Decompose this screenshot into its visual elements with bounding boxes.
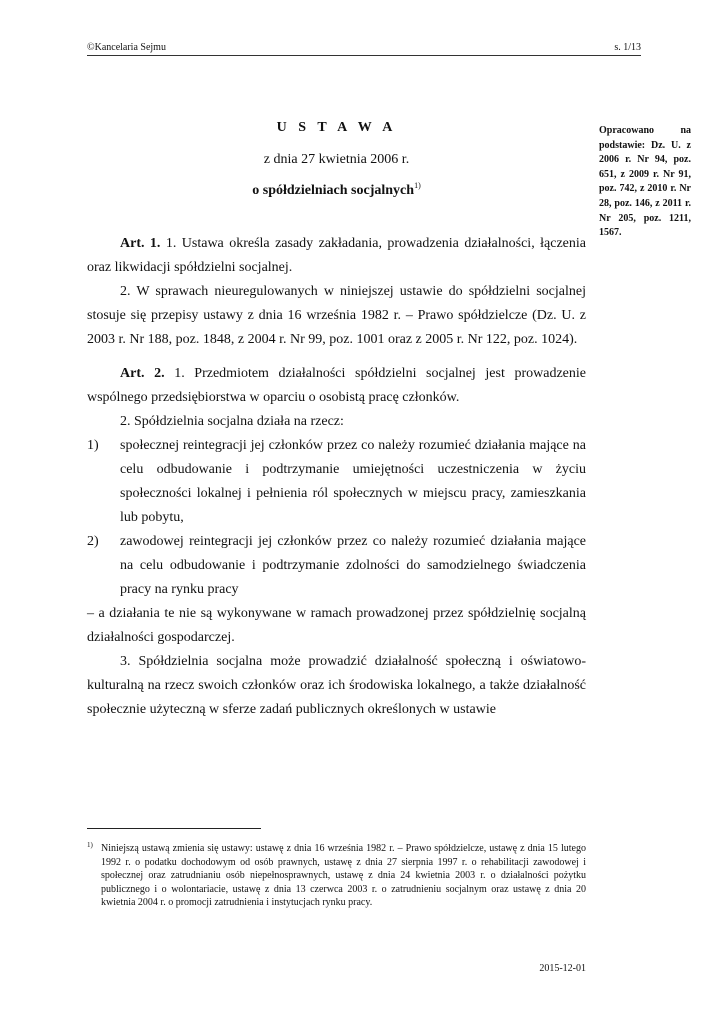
- page-number: s. 1/13: [614, 42, 641, 53]
- footnote-divider: [87, 828, 261, 829]
- art2-paragraph-3: 3. Spółdzielnia socjalna może prowadzić działalność społeczną i oświatowo-kulturalną na rzecz swoich członków oraz ich środowiska lokalnego, a także działalność społecznie użyteczną w sferze zadań publicznych określonych w ustawie: [87, 654, 586, 717]
- footer-date: 2015-12-01: [539, 963, 586, 974]
- footnote-text: Niniejszą ustawą zmienia się ustawy: ustawę z dnia 16 września 1982 r. – Prawo spółdzielcze, ustawę z dnia 15 lutego 1992 r. o podatku dochodowym od osób prawnych, ustawę z dnia 27 sierpnia 1997 r. o rehabilitacji zawodowej i społecznej oraz zatrudnianiu osób niepełnosprawnych, ustawę z dnia 24 kwietnia 2003 r. o działalności pożytku publicznego i o wolontariacie, ustawę z dnia 13 czerwca 2003 r. o zatrudnieniu socjalnym oraz ustawę z dnia 20 kwietnia 2004 r. o promocji zatrudnienia i instytucjach rynku pracy.: [101, 843, 586, 909]
- art2-list-tail: – a działania te nie są wykonywane w ramach prowadzonej przez spółdzielnię socjalną działalności gospodarczej.: [87, 606, 586, 645]
- footnote-reference[interactable]: 1): [414, 181, 421, 190]
- header-source: ©Kancelaria Sejmu: [87, 42, 166, 53]
- list-item-number: 2): [87, 534, 99, 549]
- list-item-number: 1): [87, 438, 99, 453]
- list-item: [87, 530, 586, 602]
- art2-paragraph-1: [87, 362, 586, 410]
- footnote-mark: 1): [87, 841, 93, 849]
- art1-paragraph-2: 2. W sprawach nieuregulowanych w niniejszej ustawie do spółdzielni socjalnej stosuje się przepisy ustawy z dnia 16 września 1982 r. – Prawo spółdzielcze (Dz. U. z 2003 r. Nr 188, poz. 1848, z 2004 r. Nr 99, poz. 1001 oraz z 2005 r. Nr 122, poz. 1024).: [87, 284, 586, 347]
- list-item: [87, 434, 586, 530]
- art1-paragraph-1: [87, 232, 586, 280]
- document-body: [87, 232, 586, 722]
- art2-label: Art. 2.: [120, 366, 165, 381]
- document-subject: [87, 181, 586, 199]
- art1-label: Art. 1.: [120, 236, 161, 251]
- document-title-block: [87, 120, 586, 199]
- subject-text: o spółdzielniach socjalnych: [252, 183, 415, 198]
- document-date: z dnia 27 kwietnia 2006 r.: [263, 152, 410, 167]
- list-item-text: społecznej reintegracji jej członków przez co należy rozumieć działania mające na celu odbudowanie i podtrzymanie umiejętności uczestniczenia w życiu społeczności lokalnej i pełnienia ról społecznych w miejscu pracy, zamieszkania lub pobytu,: [120, 438, 586, 525]
- art1-p1-text: 1. Ustawa określa zasady zakładania, prowadzenia działalności, łączenia oraz likwidacji spółdzielni socjalnej.: [87, 236, 586, 275]
- art2-paragraph-2: 2. Spółdzielnia socjalna działa na rzecz:: [120, 414, 344, 429]
- list-item-text: zawodowej reintegracji jej członków przez co należy rozumieć działania mające na celu odbudowanie i podtrzymanie zdolności do samodzielnego świadczenia pracy na rynku pracy: [120, 534, 586, 597]
- document-title: U S T A W A: [276, 120, 397, 135]
- art2-p1-text: 1. Przedmiotem działalności spółdzielni socjalnej jest prowadzenie wspólnego przedsiębiorstwa w oparciu o osobistą pracę członków.: [87, 366, 586, 405]
- page-header: [87, 42, 641, 56]
- footnote: [87, 842, 586, 910]
- source-sidenote: Opracowano na podstawie: Dz. U. z 2006 r. Nr 94, poz. 651, z 2009 r. Nr 91, poz. 742, z 2010 r. Nr 28, poz. 146, z 2011 r. Nr 205, poz. 1211, 1567.: [599, 125, 691, 239]
